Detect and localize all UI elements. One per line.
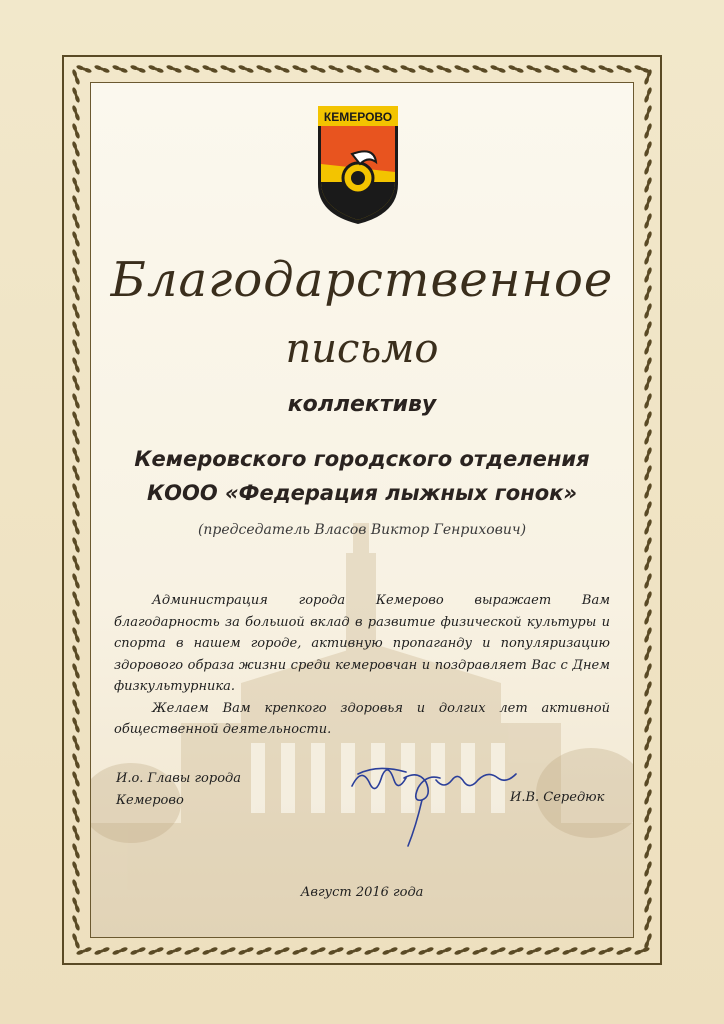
body-paragraph-2: Желаем Вам крепкого здоровья и долгих лет активной общественной деятельности. [114,700,610,737]
signatory-position [116,768,241,812]
emblem-city-label: КЕМЕРОВО [323,110,393,124]
position-line-1: И.о. Главы города [116,771,242,786]
addressee: коллективу [287,392,437,417]
letter-subtitle: письмо [285,326,439,372]
city-emblem [316,104,400,226]
letter-title: Благодарственное [110,252,614,308]
organization-name [100,442,624,510]
letter-body [114,590,610,741]
organization-line-2: КООО «Федерация лыжных гонок» [146,481,578,505]
position-line-2: Кемерово [116,793,184,808]
handwritten-signature [348,756,528,856]
organization-line-1: Кемеровского городского отделения [134,447,590,471]
chairman-note: (председатель Власов Виктор Генрихович) [197,522,527,538]
signatory-name: И.В. Середюк [510,790,605,805]
body-paragraph-1: Администрация города Кемерово выражает Вам благодарность за большой вклад в развитие физической культуры и спорта в нашем городе, активную пропаганду и популяризацию здорового образа жизни среди кемеровчан и поздравляет Вас с Днем физкультурника. [114,593,610,694]
letter-date: Август 2016 года [300,885,424,900]
